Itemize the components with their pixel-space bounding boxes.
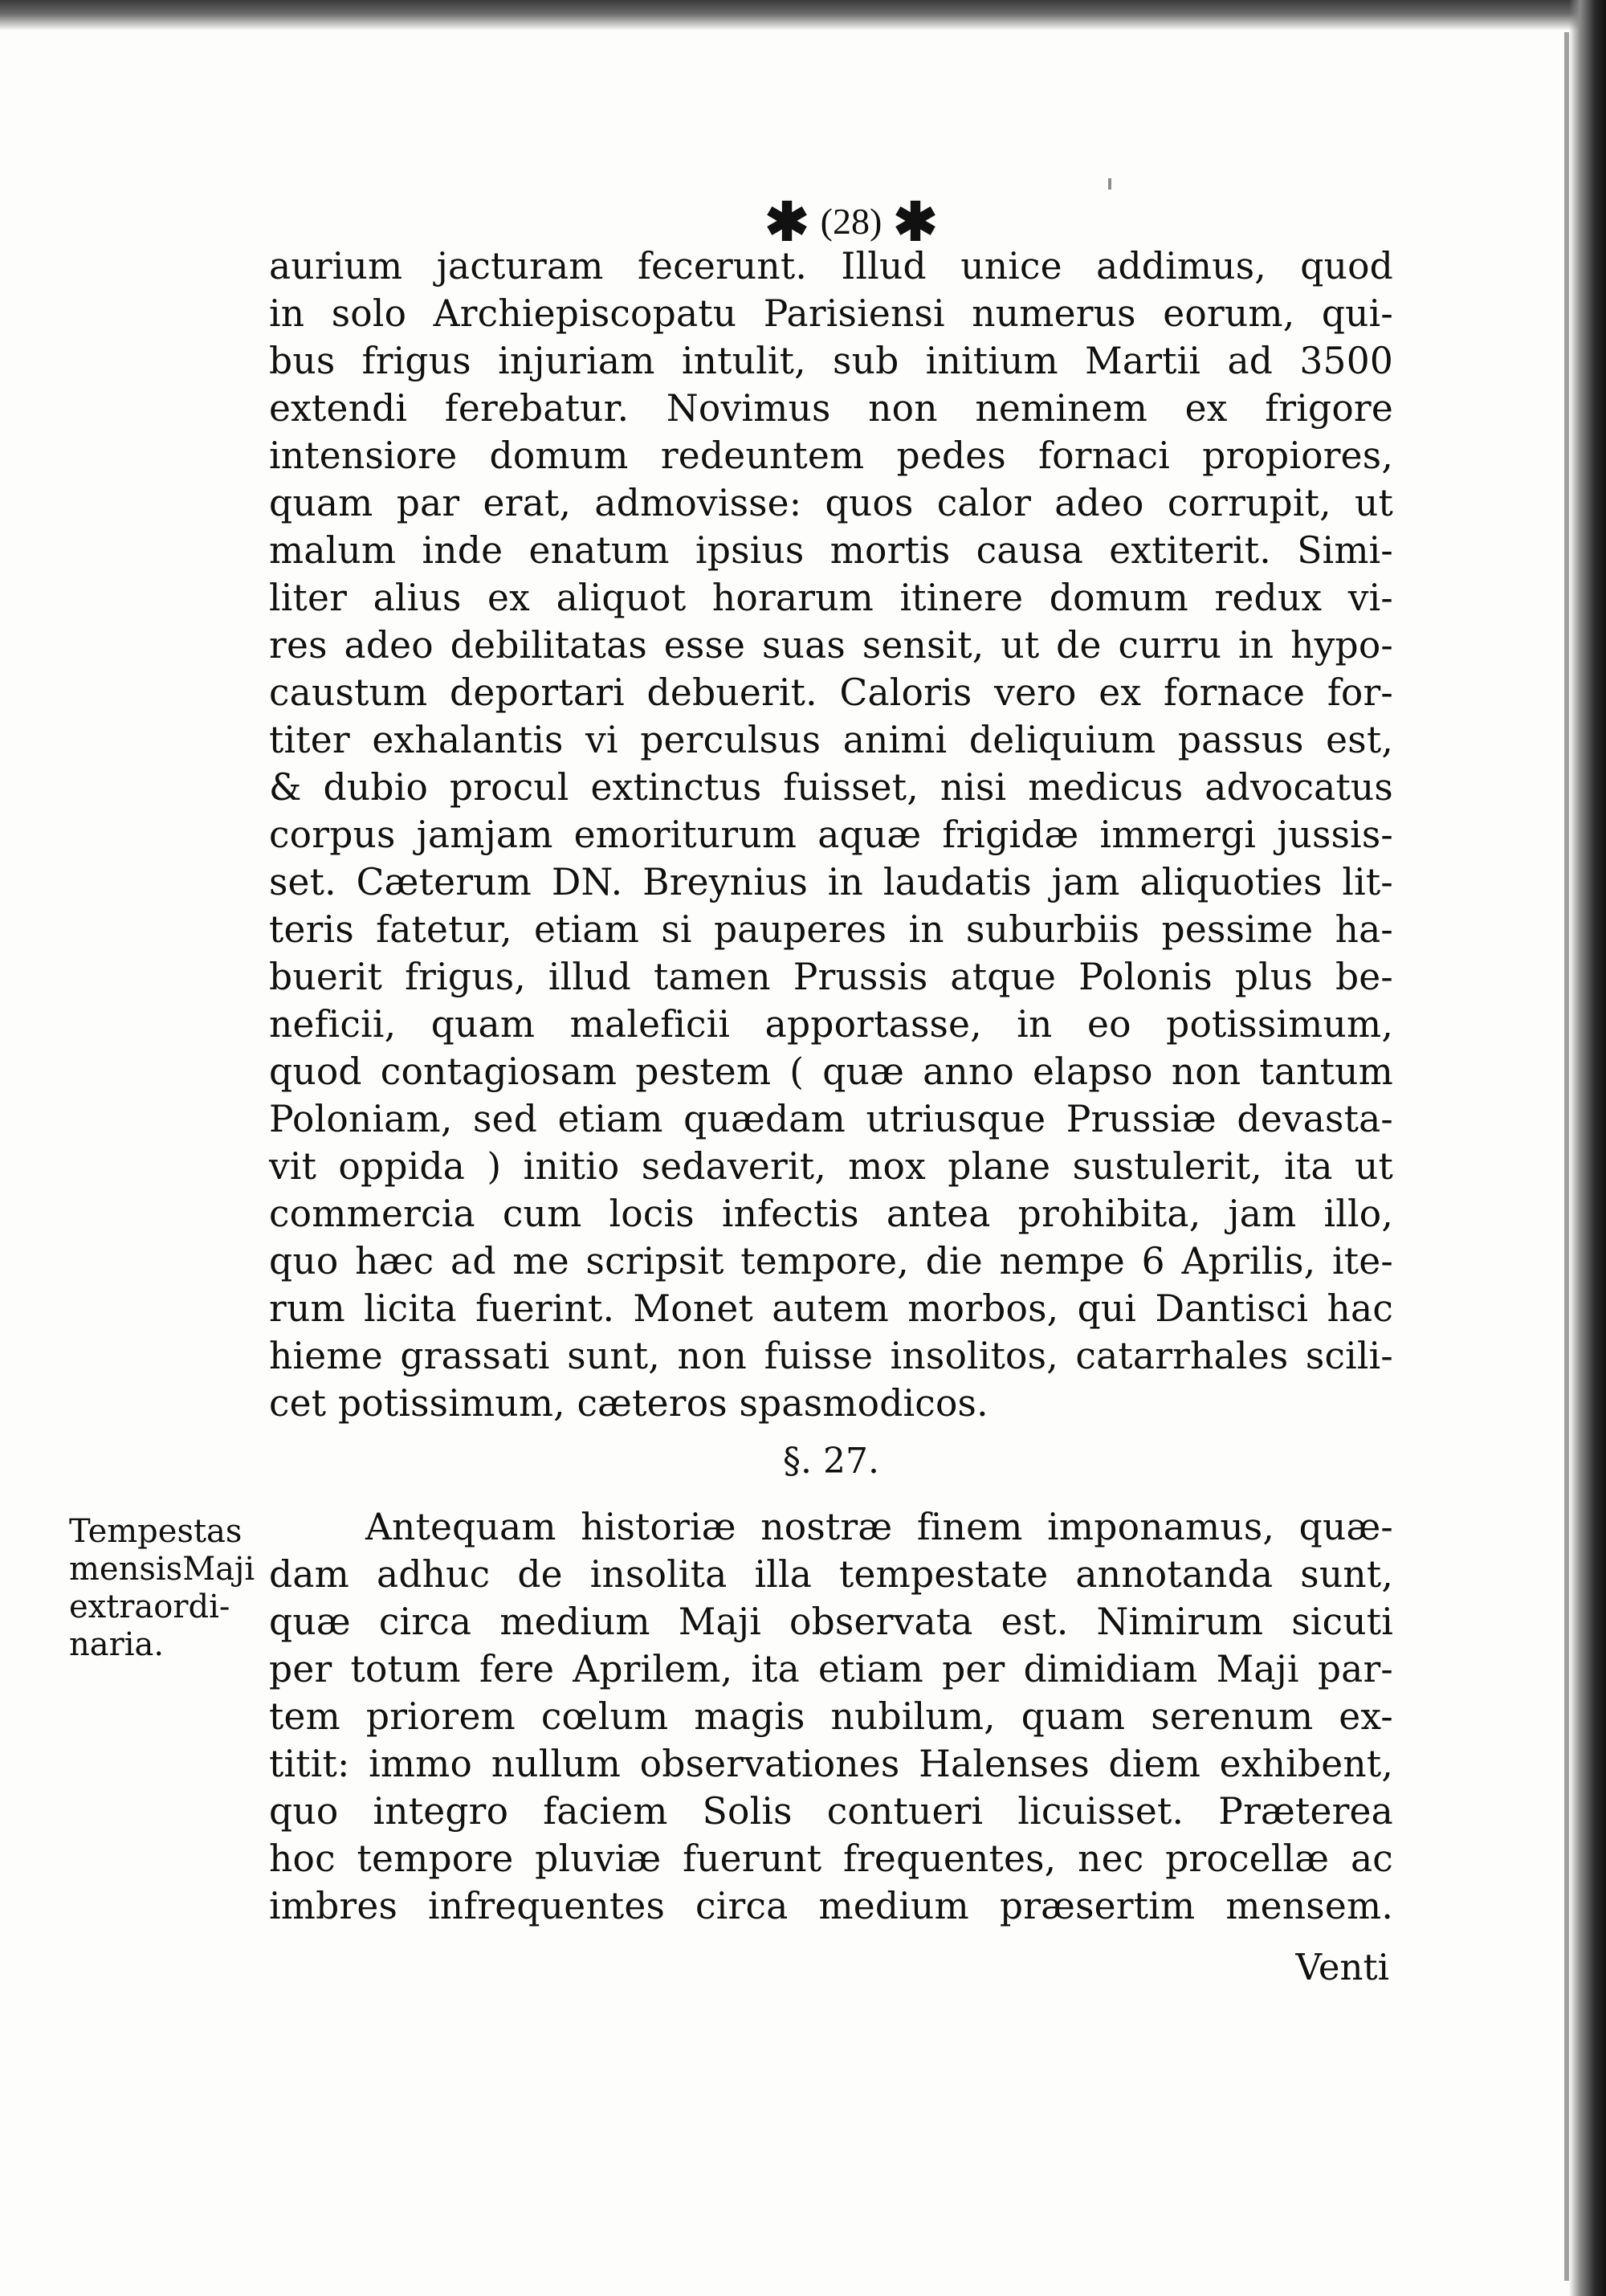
text-line: neficii, quam maleficii apportasse, in eo potissimum,	[269, 1003, 1393, 1046]
marginal-note-line: Tempestas	[69, 1513, 243, 1550]
text-line: quo integro faciem Solis contueri licuisset. Præterea	[269, 1790, 1393, 1833]
text-line: res adeo debilitatas esse suas sensit, ut de curru in hypo-	[269, 624, 1393, 667]
text-line: & dubio procul extinctus fuisset, nisi medicus advocatus	[269, 766, 1393, 809]
text-line: intensiore domum redeuntem pedes fornaci propiores,	[269, 434, 1393, 477]
text-line: hieme grassati sunt, non fuisse insolitos, catarrhales scili-	[269, 1335, 1393, 1377]
marginal-note-line: mensisMaji	[69, 1551, 255, 1588]
text-line: quod contagiosam pestem ( quæ anno elapso non tantum	[269, 1050, 1393, 1093]
text-line: malum inde enatum ipsius mortis causa extiterit. Simi-	[269, 529, 1393, 572]
text-line: liter alius ex aliquot horarum itinere domum redux vi-	[269, 577, 1393, 619]
text-line: buerit frigus, illud tamen Prussis atque Polonis plus be-	[269, 956, 1393, 998]
text-line: aurium jacturam fecerunt. Illud unice addimus, quod	[269, 245, 1393, 288]
scan-edge-right	[1569, 0, 1606, 2296]
catchword: Venti	[1295, 1946, 1389, 1988]
section-number: §. 27.	[783, 1441, 879, 1482]
text-line: caustum deportari debuerit. Caloris vero ex fornace for-	[269, 671, 1393, 714]
text-line: dam adhuc de insolita illa tempestate annotanda sunt,	[269, 1553, 1393, 1596]
text-line: quam par erat, admovisse: quos calor adeo corrupit, ut	[269, 482, 1393, 524]
text-line: set. Cæterum DN. Breynius in laudatis jam aliquoties lit-	[269, 861, 1393, 903]
text-line: teris fatetur, etiam si pauperes in suburbiis pessime ha-	[269, 908, 1393, 951]
text-line: quæ circa medium Maji observata est. Nimirum sicuti	[269, 1601, 1393, 1643]
text-line: cet potissimum, cæteros spasmodicos.	[269, 1382, 988, 1425]
left-ornament-icon: ✱	[764, 190, 809, 253]
text-line: titit: immo nullum observationes Halenses diem exhibent,	[269, 1743, 1393, 1785]
page-number: (28)	[820, 201, 882, 242]
text-line: corpus jamjam emoriturum aquæ frigidæ immergi jussis-	[269, 814, 1393, 856]
paragraph-section-27	[269, 1503, 1393, 1930]
text-line: Poloniam, sed etiam quædam utriusque Prussiæ devasta-	[269, 1098, 1393, 1140]
scan-edge-top	[0, 0, 1606, 31]
text-line: imbres infrequentes circa medium præsertim mensem.	[269, 1885, 1393, 1927]
text-line: quo hæc ad me scripsit tempore, die nempe 6 Aprilis, ite-	[269, 1240, 1393, 1283]
marginal-note-line: extraordi-	[69, 1588, 230, 1625]
text-line: rum licita fuerint. Monet autem morbos, qui Dantisci hac	[269, 1287, 1393, 1330]
text-line: vit oppida ) initio sedaverit, mox plane sustulerit, ita ut	[269, 1145, 1393, 1188]
ink-smudge	[1108, 178, 1111, 190]
text-line: per totum fere Aprilem, ita etiam per dimidiam Maji par-	[269, 1648, 1393, 1690]
text-line: hoc tempore pluviæ fuerunt frequentes, nec procellæ ac	[269, 1837, 1393, 1880]
marginal-note-line: naria.	[69, 1626, 165, 1663]
page-header	[707, 186, 996, 251]
text-line: in solo Archiepiscopatu Parisiensi numerus eorum, qui-	[269, 292, 1393, 335]
text-line: extendi ferebatur. Novimus non neminem ex frigore	[269, 387, 1393, 430]
marginal-note	[69, 1513, 262, 1664]
scan-edge-shadow	[1564, 32, 1569, 2281]
paragraph-main	[269, 243, 1393, 1427]
text-line: bus frigus injuriam intulit, sub initium Martii ad 3500	[269, 340, 1393, 382]
text-line: commercia cum locis infectis antea prohibita, jam illo,	[269, 1193, 1393, 1235]
text-line: tem priorem cœlum magis nubilum, quam serenum ex-	[269, 1695, 1393, 1738]
text-line: titer exhalantis vi perculsus animi deliquium passus est,	[269, 719, 1393, 761]
text-line: Antequam historiæ nostræ finem imponamus, quæ-	[365, 1506, 1393, 1548]
right-ornament-icon: ✱	[893, 190, 938, 253]
